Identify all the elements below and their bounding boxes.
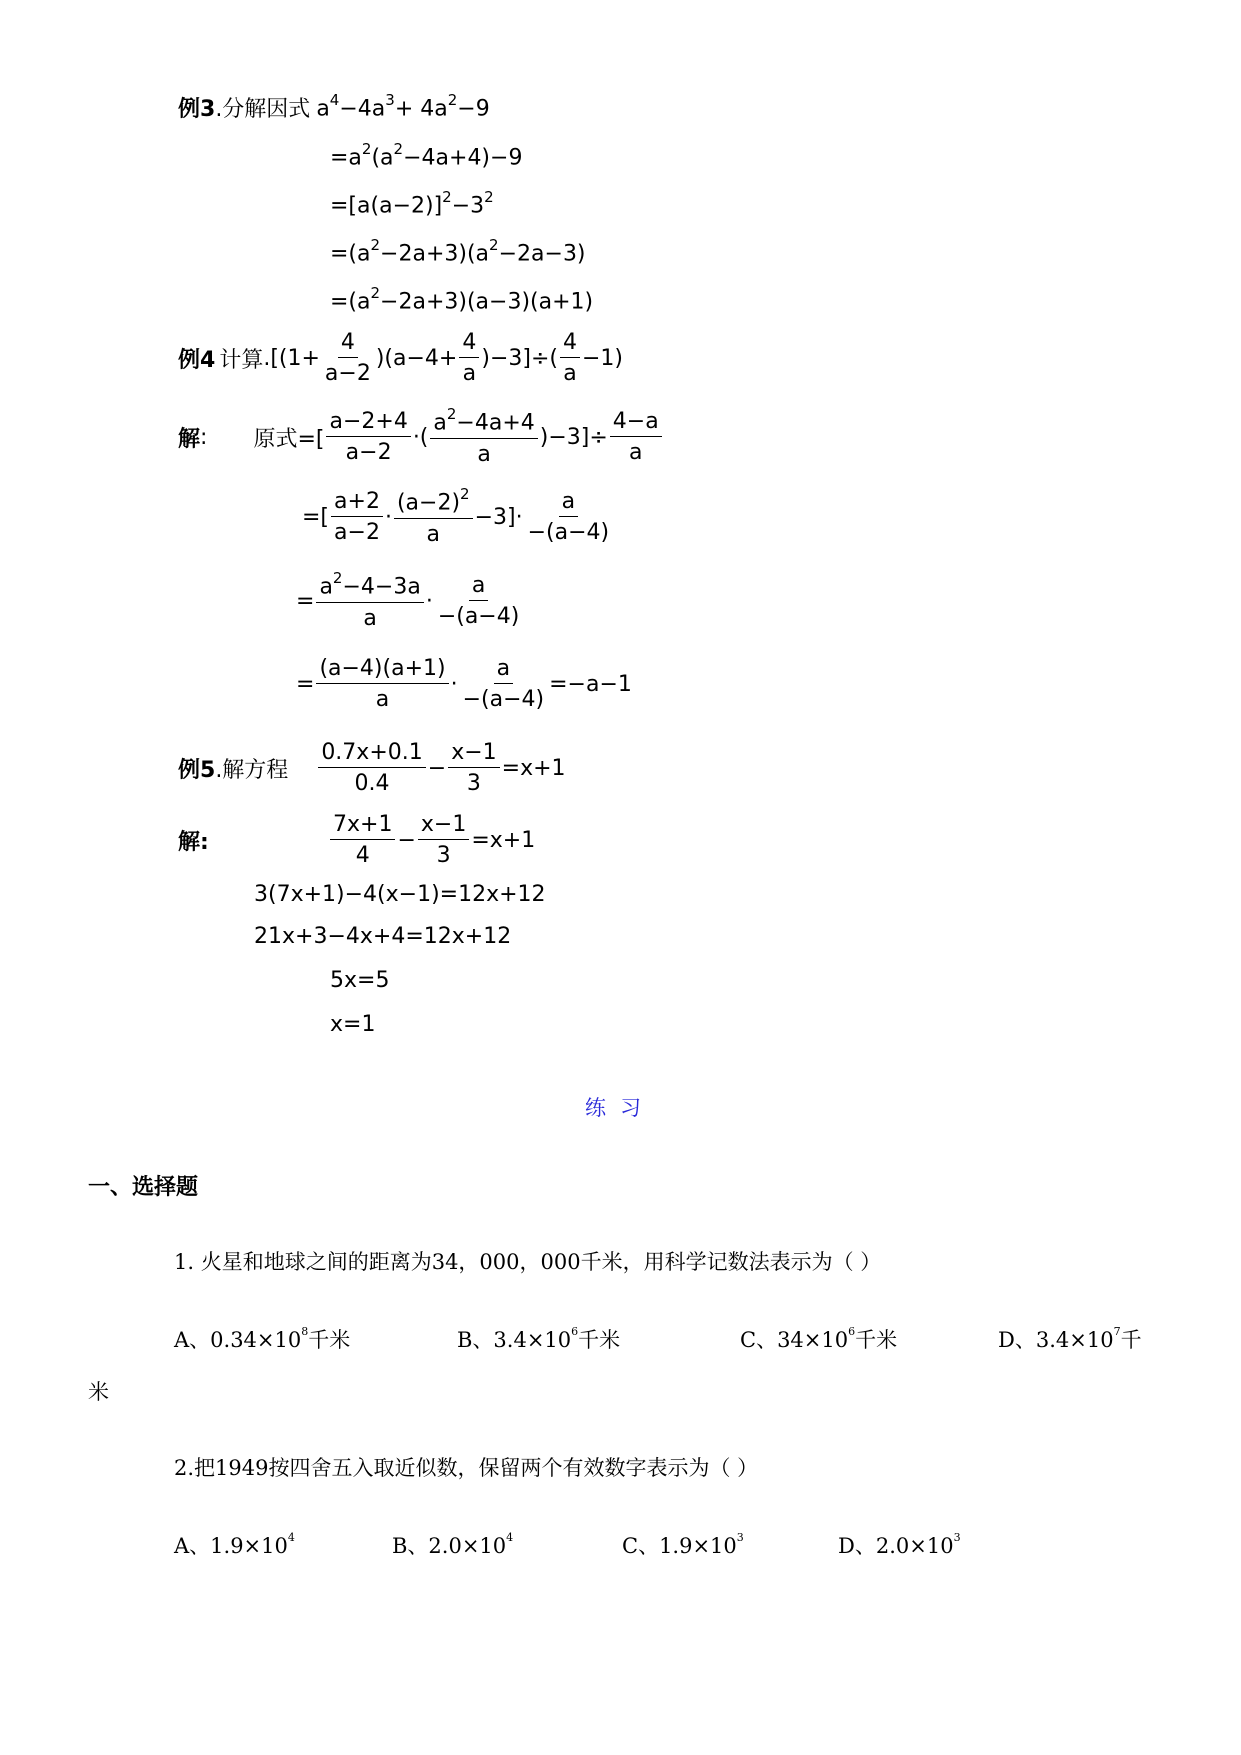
fraction: $\frac{0.7x+0.1}{0.4}$ (318, 740, 425, 797)
fraction: $\frac{4}{a}$ (459, 330, 479, 387)
example3-step2: $=[a(a-2)]^2-3^2$ (330, 188, 494, 219)
practice-title: 练习 (585, 1096, 655, 1120)
question-2: 2.把1949按四舍五入取近似数，保留两个有效数字表示为（ ） (174, 1456, 759, 1480)
section-multiple-choice: 一、选择题 (88, 1175, 199, 1200)
fraction: $\frac{4}{a}$ (560, 330, 580, 387)
q2-option-b: B、$2.0\times 10^4$ (392, 1531, 514, 1558)
q1-option-b: B、$3.4\times 10^6$千米 (457, 1325, 621, 1352)
q1-option-d: D、$3.4\times 10^7$千 (998, 1325, 1142, 1352)
example3-step3: $=(a^2-2a+3)(a^2-2a-3)$ (330, 236, 586, 267)
question-1: 1. 火星和地球之间的距离为34，000，000千米，用科学记数法表示为（ ） (174, 1250, 882, 1274)
example3-title: .分解因式 (215, 97, 311, 122)
fraction: $\frac{a}{-(a-4)}$ (462, 656, 545, 713)
solution-label: 解 (178, 426, 201, 452)
fraction: $\frac{x-1}{3}$ (448, 740, 499, 797)
example5-step4: 5x=5 (330, 968, 390, 993)
q2-option-c: C、$1.9\times 10^3$ (622, 1531, 744, 1558)
fraction: $\frac{4}{a-2}$ (324, 330, 371, 387)
example5-step5: x=1 (330, 1012, 376, 1037)
example5-solution-line1: 解: $\frac{7x+1}{4}$ − $\frac{x-1}{3}$ =x+1 (178, 812, 536, 869)
fraction: $\frac{a^2-4-3a}{a}$ (316, 572, 423, 631)
example4-header: 例4 计算 .[(1+ $\frac{4}{a-2}$ )(a−4+ $\frac{4}{a}$ )−3]÷( $\frac{4}{a}$ −1) (178, 330, 623, 387)
fraction: $\frac{a}{-(a-4)}$ (437, 573, 520, 630)
q1-option-d-wrap: 米 (88, 1380, 109, 1404)
example4-solution-line4: = $\frac{(a-4)(a+1)}{a}$ · $\frac{a}{-(a-4)}$ =−a−1 (296, 656, 632, 713)
example3-label: 例3 (178, 97, 216, 122)
example3-expression: $a^4-4a^3+ 4a^2-9$ (316, 91, 490, 122)
example3-step1: $=a^2(a^2-4a+4)-9$ (330, 140, 523, 171)
example5-label: 例5 (178, 757, 216, 783)
q1-option-c: C、$34\times 10^6$千米 (740, 1325, 898, 1352)
fraction: $\frac{a-2+4}{a-2}$ (326, 409, 410, 466)
example4-solution-line3: = $\frac{a^2-4-3a}{a}$ · $\frac{a}{-(a-4)}$ (296, 572, 524, 631)
example5-header: 例5 .解方程 $\frac{0.7x+0.1}{0.4}$ − $\frac{x-1}{3}$ =x+1 (178, 740, 566, 797)
example4-label: 例4 (178, 347, 216, 373)
fraction: $\frac{a}{-(a-4)}$ (527, 489, 610, 546)
solution-label: 解: (178, 829, 209, 855)
fraction: $\frac{7x+1}{4}$ (330, 812, 395, 869)
q1-option-a: A、$0.34\times 10^8$千米 (174, 1325, 351, 1352)
example4-solution-line1: 解 : 原式=[ $\frac{a-2+4}{a-2}$ ·( $\frac{a^2-4a+4}{a}$ )−3]÷ $\frac{4-a}{a}$ (178, 408, 664, 467)
example5-step3: 21x+3−4x+4=12x+12 (254, 924, 512, 949)
example3-header (178, 92, 490, 123)
example5-title: .解方程 (215, 757, 289, 783)
q2-option-d: D、$2.0\times 10^3$ (838, 1531, 961, 1558)
q2-option-a: A、$1.9\times 10^4$ (174, 1531, 295, 1558)
fraction: $\frac{(a-2)^2}{a}$ (394, 488, 473, 547)
example4-solution-line2: =[ $\frac{a+2}{a-2}$ · $\frac{(a-2)^2}{a}$ −3]· $\frac{a}{-(a-4)}$ (302, 488, 614, 547)
fraction: $\frac{a+2}{a-2}$ (331, 489, 383, 546)
fraction: $\frac{(a-4)(a+1)}{a}$ (316, 656, 448, 713)
example4-title: 计算 (219, 347, 264, 373)
fraction: $\frac{x-1}{3}$ (418, 812, 469, 869)
fraction: $\frac{a^2-4a+4}{a}$ (430, 408, 537, 467)
example3-step4: $=(a^2-2a+3)(a-3)(a+1)$ (330, 284, 594, 315)
fraction: $\frac{4-a}{a}$ (610, 409, 662, 466)
example5-step2: 3(7x+1)−4(x−1)=12x+12 (254, 882, 546, 907)
